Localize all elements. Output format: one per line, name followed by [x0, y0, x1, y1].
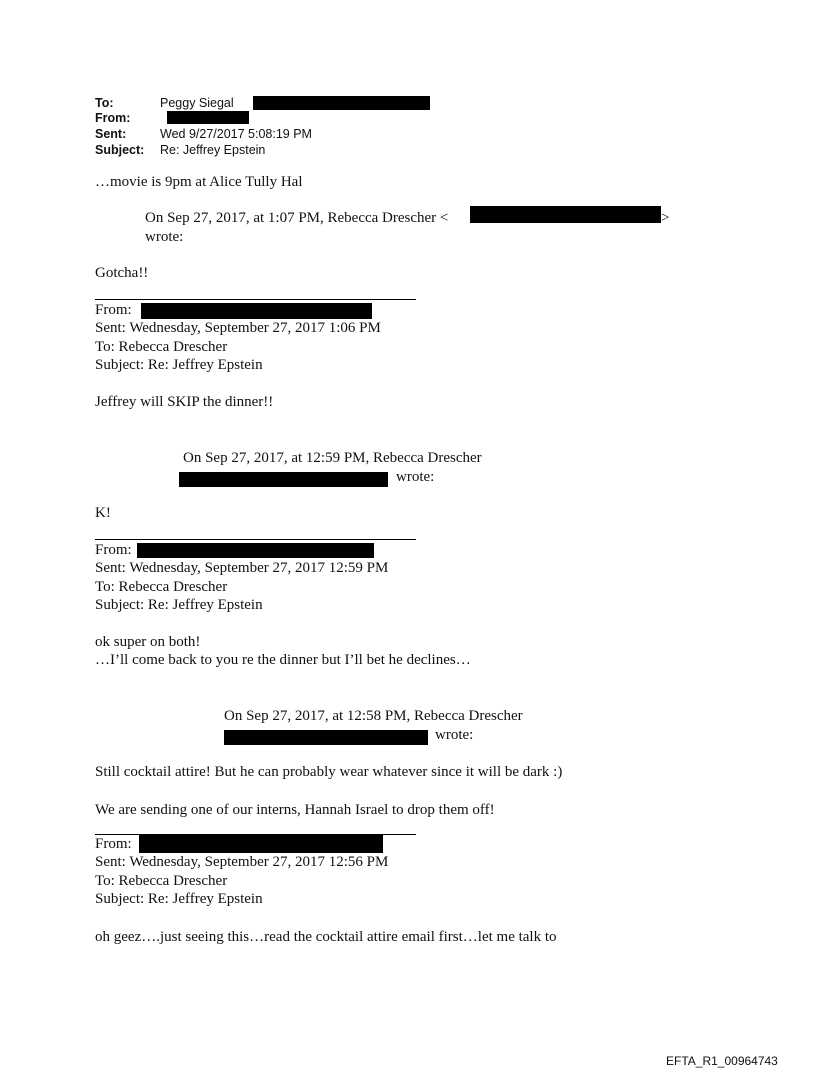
redaction-bar — [179, 472, 388, 487]
to-line: To: Rebecca Drescher — [95, 339, 228, 355]
quote-wrote: wrote: — [435, 727, 474, 743]
subject-label: Subject: — [95, 143, 145, 157]
from-line: From: — [95, 302, 132, 318]
message-line: Still cocktail attire! But he can probably wear whatever since it will be dark :) — [95, 764, 563, 780]
quote-header: On Sep 27, 2017, at 1:07 PM, Rebecca Drescher < — [145, 210, 449, 226]
to-line: To: Rebecca Drescher — [95, 873, 228, 889]
message-line: We are sending one of our interns, Hannah Israel to drop them off! — [95, 802, 495, 818]
from-line: From: — [95, 836, 132, 852]
redaction-bar — [141, 303, 372, 319]
quote-wrote: wrote: — [145, 229, 184, 245]
message-line: oh geez….just seeing this…read the cocktail attire email first…let me talk to — [95, 929, 557, 945]
divider — [95, 539, 416, 540]
divider — [95, 299, 416, 300]
bates-number: EFTA_R1_00964743 — [666, 1054, 778, 1068]
sent-label: Sent: — [95, 127, 127, 141]
message-line: …I’ll come back to you re the dinner but I’ll bet he declines… — [95, 652, 471, 668]
sent-value: Wed 9/27/2017 5:08:19 PM — [160, 127, 312, 141]
from-line: From: — [95, 542, 132, 558]
message-line: …movie is 9pm at Alice Tully Hal — [95, 174, 303, 190]
from-label: From: — [95, 111, 131, 125]
redaction-bar — [137, 543, 374, 558]
sent-line: Sent: Wednesday, September 27, 2017 12:59 PM — [95, 560, 389, 576]
quote-bracket: > — [661, 210, 670, 226]
sent-line: Sent: Wednesday, September 27, 2017 1:06 PM — [95, 320, 381, 336]
to-line: To: Rebecca Drescher — [95, 579, 228, 595]
quote-header: On Sep 27, 2017, at 12:59 PM, Rebecca Drescher — [183, 450, 482, 466]
subject-value: Re: Jeffrey Epstein — [160, 143, 266, 157]
redaction-bar — [224, 730, 428, 745]
message-line: Jeffrey will SKIP the dinner!! — [95, 394, 274, 410]
quote-header: On Sep 27, 2017, at 12:58 PM, Rebecca Drescher — [224, 708, 523, 724]
redaction-bar — [139, 835, 383, 853]
subject-line: Subject: Re: Jeffrey Epstein — [95, 891, 263, 907]
message-line: ok super on both! — [95, 634, 201, 650]
subject-line: Subject: Re: Jeffrey Epstein — [95, 357, 263, 373]
redaction-bar — [253, 96, 430, 110]
subject-line: Subject: Re: Jeffrey Epstein — [95, 597, 263, 613]
redaction-bar — [167, 111, 249, 124]
quote-wrote: wrote: — [396, 469, 435, 485]
to-label: To: — [95, 96, 114, 110]
message-line: Gotcha!! — [95, 265, 149, 281]
message-line: K! — [95, 505, 111, 521]
redaction-bar — [470, 206, 661, 223]
to-value: Peggy Siegal — [160, 96, 234, 110]
sent-line: Sent: Wednesday, September 27, 2017 12:56 PM — [95, 854, 389, 870]
